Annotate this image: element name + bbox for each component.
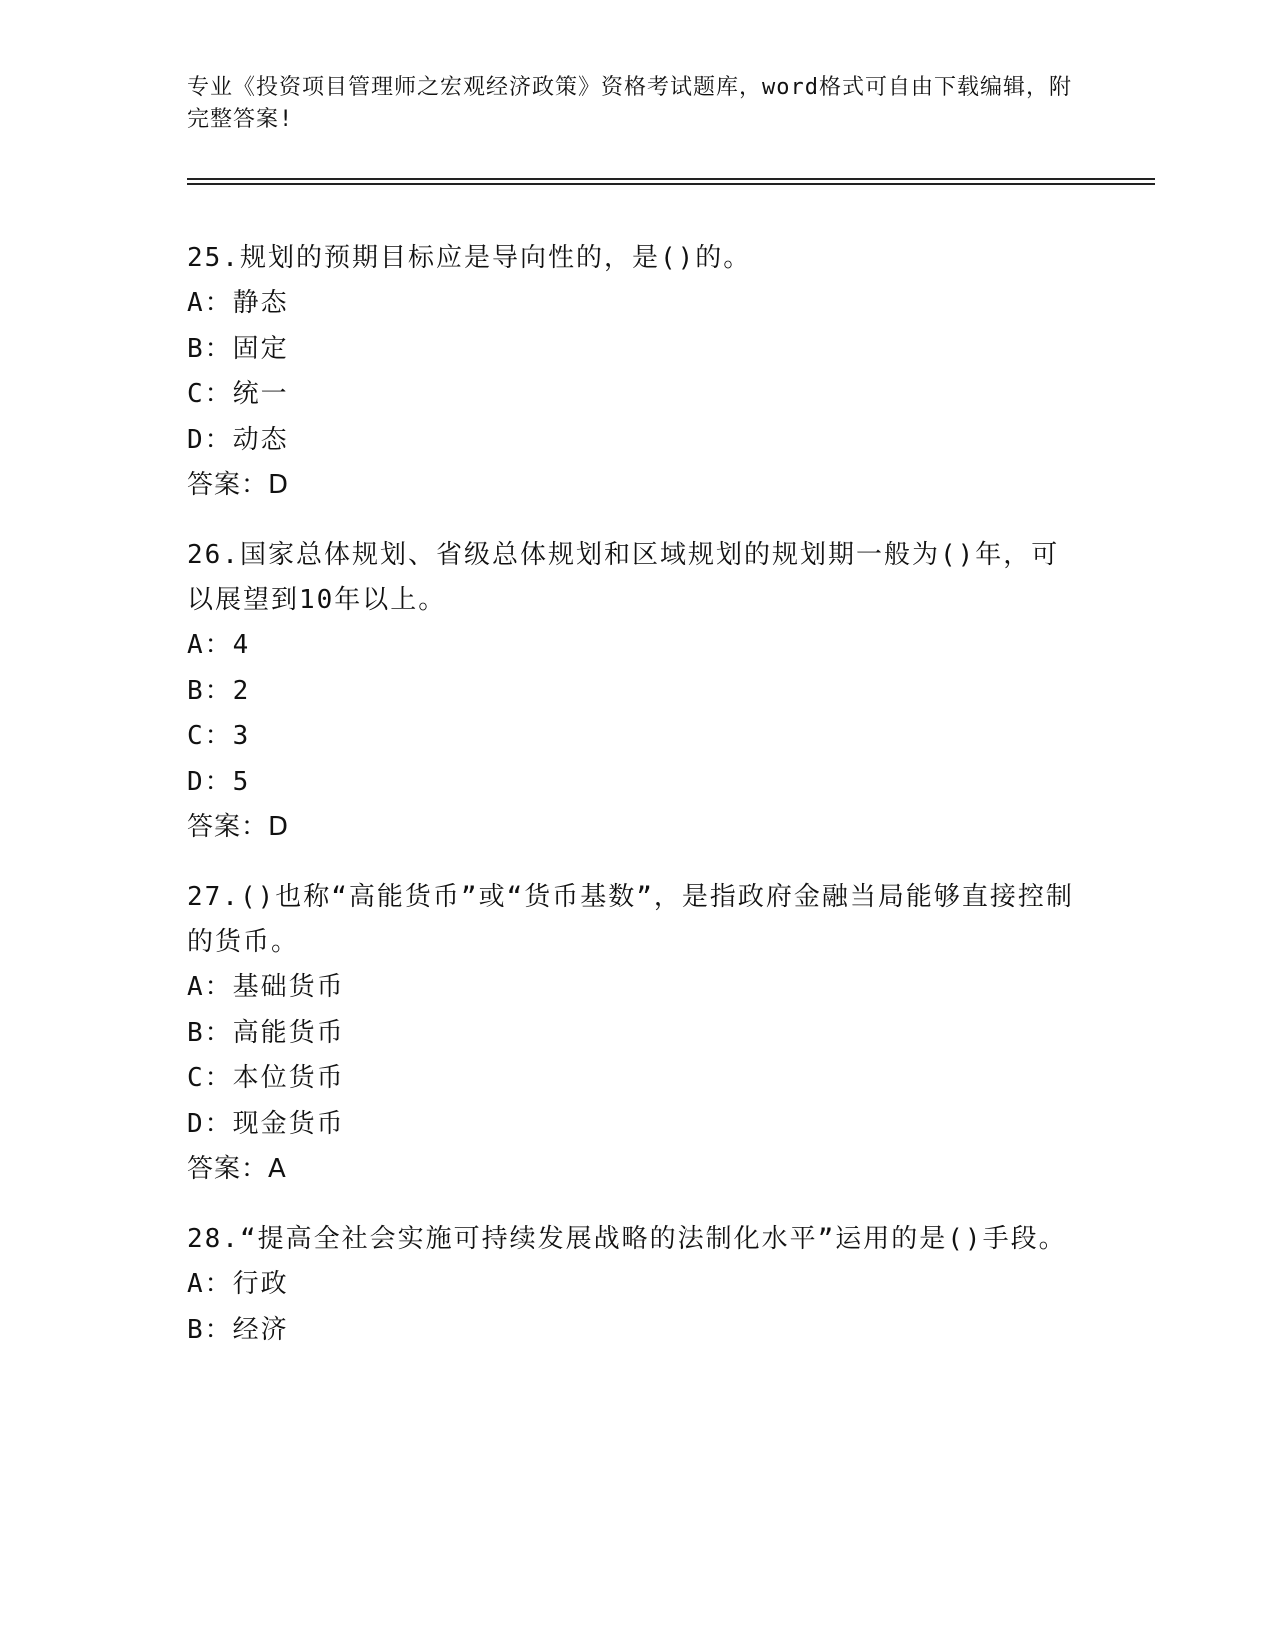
question-25 bbox=[187, 236, 1077, 508]
option-b: B：2 bbox=[187, 675, 251, 706]
option-b: B：固定 bbox=[187, 333, 289, 364]
option-c: C：统一 bbox=[187, 379, 289, 409]
answer-line: 答案：A bbox=[187, 1154, 287, 1184]
question-stem: 26.国家总体规划、省级总体规划和区域规划的规划期一般为()年，可以展望到10年以上。 bbox=[187, 540, 1060, 615]
option-b: B：高能货币 bbox=[187, 1017, 345, 1048]
option-a: A：4 bbox=[187, 630, 251, 660]
question-28 bbox=[187, 1217, 1077, 1353]
header-divider-top bbox=[187, 178, 1155, 180]
option-b: B：经济 bbox=[187, 1314, 289, 1345]
option-d: D：动态 bbox=[187, 424, 289, 455]
option-c: C：3 bbox=[187, 721, 251, 751]
question-stem: 27.()也称“高能货币”或“货币基数”，是指政府金融当局能够直接控制的货币。 bbox=[187, 882, 1074, 957]
question-27 bbox=[187, 875, 1077, 1192]
option-a: A：行政 bbox=[187, 1269, 289, 1299]
question-stem: 25.规划的预期目标应是导向性的，是()的。 bbox=[187, 243, 752, 273]
question-list bbox=[187, 236, 1077, 1378]
question-26 bbox=[187, 533, 1077, 850]
option-c: C：本位货币 bbox=[187, 1063, 345, 1093]
answer-line: 答案：D bbox=[187, 470, 290, 500]
option-d: D：现金货币 bbox=[187, 1108, 345, 1139]
answer-line: 答案：D bbox=[187, 812, 290, 842]
option-a: A：基础货币 bbox=[187, 972, 345, 1002]
question-stem: 28.“提高全社会实施可持续发展战略的法制化水平”运用的是()手段。 bbox=[187, 1224, 1067, 1254]
option-d: D：5 bbox=[187, 766, 251, 797]
document-header: 专业《投资项目管理师之宏观经济政策》资格考试题库，word格式可自由下载编辑，附完整答案! bbox=[187, 75, 1072, 132]
option-a: A：静态 bbox=[187, 288, 289, 318]
header-divider-bottom bbox=[187, 183, 1155, 185]
